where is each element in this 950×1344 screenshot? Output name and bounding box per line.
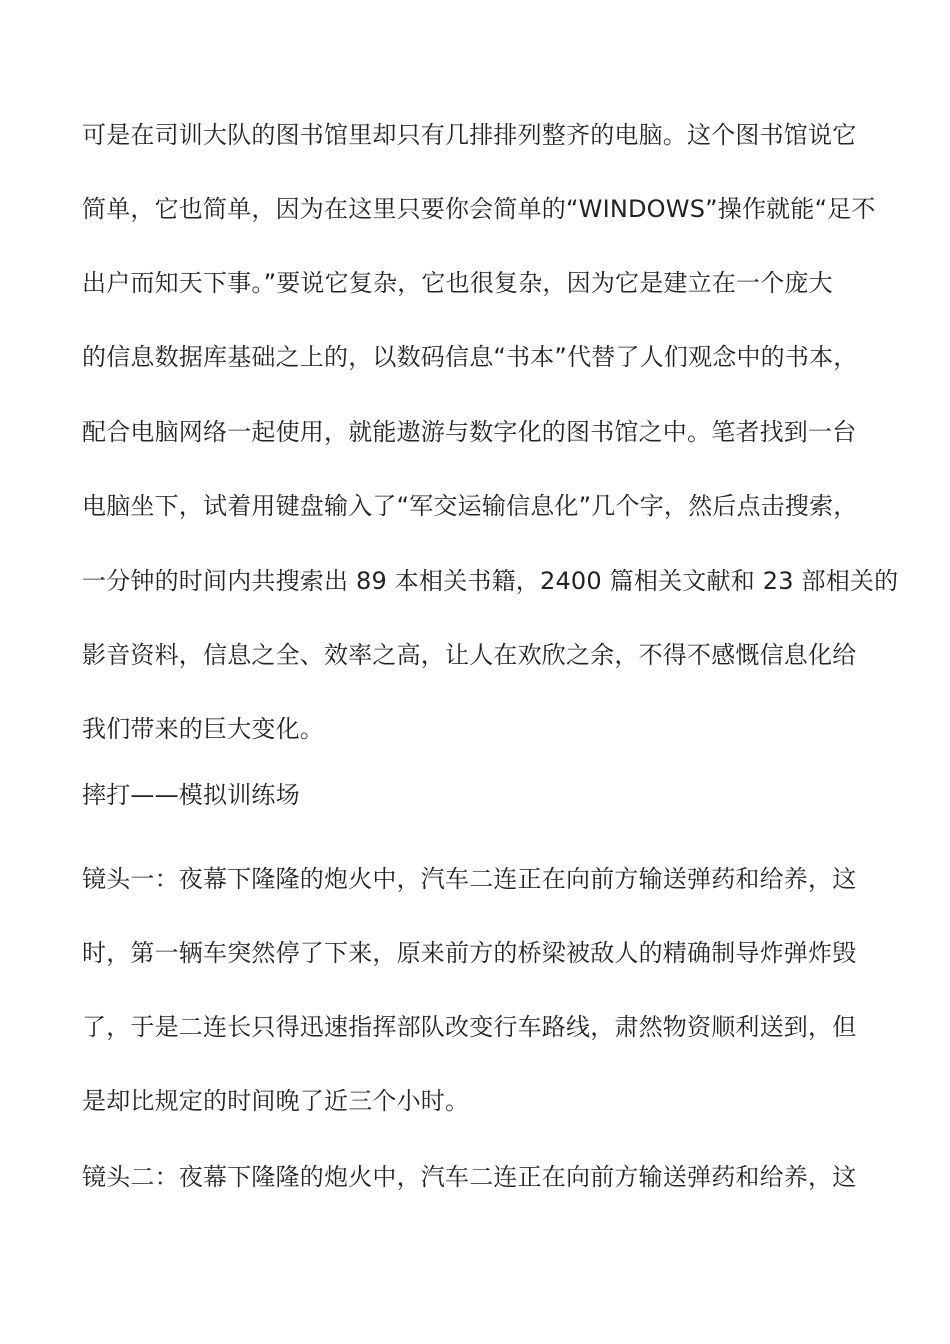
- paragraph-1-line-2: 简单，它也简单，因为在这里只要你会简单的“WINDOWS”操作就能“足不: [82, 195, 876, 223]
- paragraph-1-line-9: 我们带来的巨大变化。: [82, 715, 324, 743]
- paragraph-3-line-1: 镜头二：夜幕下隆隆的炮火中，汽车二连正在向前方输送弹药和给养，这: [82, 1163, 857, 1191]
- paragraph-2-line-2: 时，第一辆车突然停了下来，原来前方的桥梁被敌人的精确制导炸弹炸毁: [82, 939, 857, 967]
- paragraph-2-line-3: 了，于是二连长只得迅速指挥部队改变行车路线，肃然物资顺利送到，但: [82, 1013, 857, 1041]
- paragraph-1-line-6: 电脑坐下，试着用键盘输入了“军交运输信息化”几个字，然后点击搜索，: [82, 492, 858, 520]
- paragraph-1-line-7: 一分钟的时间内共搜索出 89 本相关书籍，2400 篇相关文献和 23 部相关的: [82, 567, 899, 595]
- paragraph-2-line-4: 是却比规定的时间晚了近三个小时。: [82, 1087, 470, 1115]
- paragraph-1-line-5: 配合电脑网络一起使用，就能遨游与数字化的图书馆之中。笔者找到一台: [82, 418, 857, 446]
- section-heading: 摔打——模拟训练场: [82, 781, 300, 809]
- paragraph-1-line-8: 影音资料，信息之全、效率之高，让人在欢欣之余，不得不感慨信息化给: [82, 641, 857, 669]
- paragraph-1-line-3: 出户而知天下事。”要说它复杂，它也很复杂，因为它是建立在一个庞大: [82, 269, 833, 297]
- paragraph-1-line-4: 的信息数据库基础之上的，以数码信息“书本”代替了人们观念中的书本，: [82, 343, 858, 371]
- paragraph-2-line-1: 镜头一：夜幕下隆隆的炮火中，汽车二连正在向前方输送弹药和给养，这: [82, 865, 857, 893]
- paragraph-1-line-1: 可是在司训大队的图书馆里却只有几排排列整齐的电脑。这个图书馆说它: [82, 121, 857, 149]
